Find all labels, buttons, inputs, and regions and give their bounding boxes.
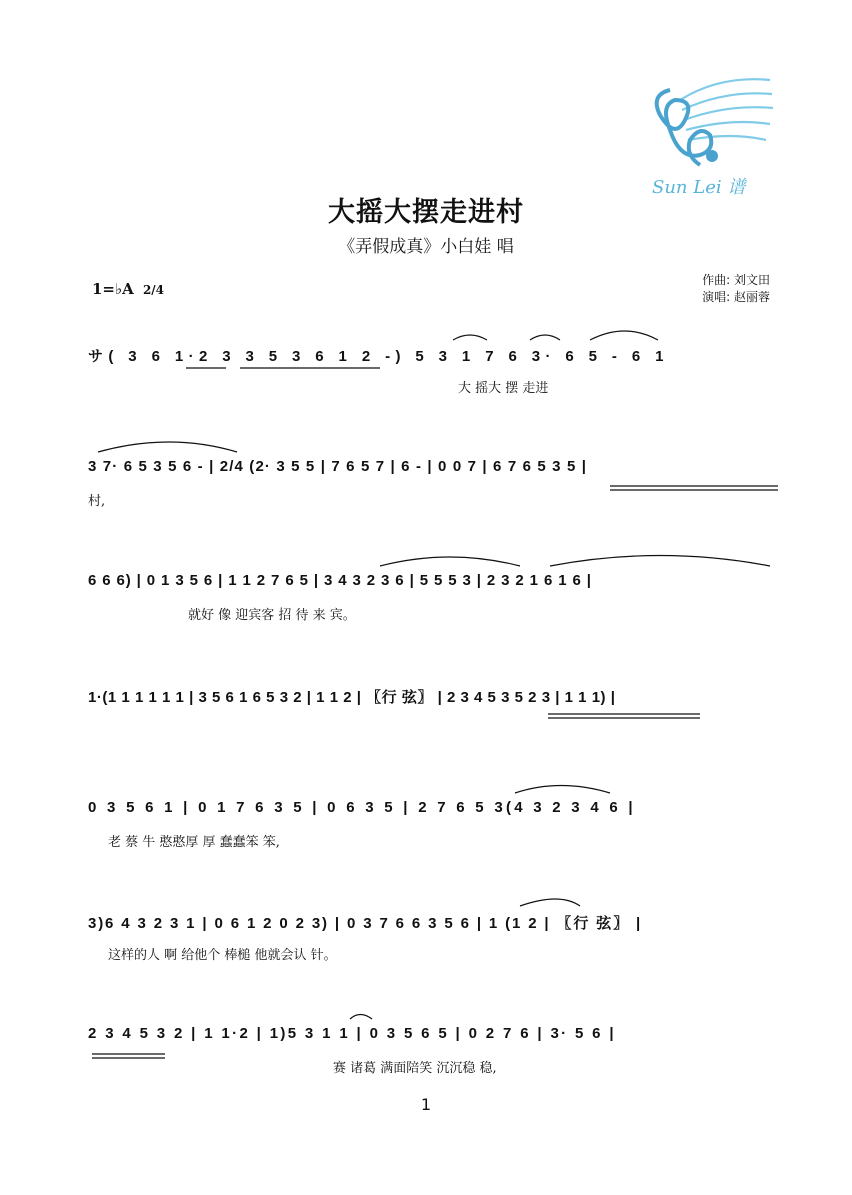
notation-line: 6 6 6) | 0 1 3 5 6 | 1 1 2 7 6 5 | 3 4 3 2 3 6 | 5 5 5 3 | 2 3 2 1 6 1 6 | <box>88 572 592 589</box>
key-label: 1=♭A <box>92 280 134 298</box>
singer-credit: 演唱: 赵丽蓉 <box>702 290 770 304</box>
notation-line: 1·(1 1 1 1 1 1 | 3 5 6 1 6 5 3 2 | 1 1 2 | 〖行 弦〗 | 2 3 4 5 3 5 2 3 | 1 1 1) | <box>88 689 616 706</box>
time-signature: 2/4 <box>142 283 165 297</box>
lyrics-line: 老 蔡 牛 憨憨厚 厚 蠢蠢笨 笨, <box>108 835 280 850</box>
song-title: 大摇大摆走进村 <box>328 197 524 228</box>
lyrics-line: 就好 像 迎宾客 招 待 来 宾。 <box>188 608 356 623</box>
song-subtitle: 《弄假成真》小白娃 唱 <box>338 237 514 257</box>
notation-line: 3 7· 6 5 3 5 6 - | 2/4 (2· 3 5 5 | 7 6 5 7 | 6 - | 0 0 7 | 6 7 6 5 3 5 | <box>88 458 588 475</box>
lyrics-line: 赛 诸葛 满面陪笑 沉沉稳 稳, <box>333 1061 497 1076</box>
lyrics-line: 大 摇大 摆 走进 <box>458 381 549 396</box>
lyrics-line: 村, <box>88 494 106 509</box>
notation-line: 0 3 5 6 1 | 0 1 7 6 3 5 | 0 6 3 5 | 2 7 6 5 3(4 3 2 3 4 6 | <box>88 799 636 816</box>
composer-credit: 作曲: 刘文田 <box>702 273 770 287</box>
lyrics-line: 这样的人 啊 给他个 棒槌 他就会认 针。 <box>108 948 337 963</box>
notation-line: サ( 3 6 1·2 3 3 5 3 6 1 2 -) 5 3 1 7 6 3· 6 5 - 6 1 <box>88 348 669 365</box>
page-number: 1 <box>420 1095 432 1114</box>
notation-line: 2 3 4 5 3 2 | 1 1·2 | 1)5 3 1 1 | 0 3 5 6 5 | 0 2 7 6 | 3· 5 6 | <box>88 1025 616 1042</box>
logo-text: Sun Lei 谱 <box>652 177 746 198</box>
notation-line: 3)6 4 3 2 3 1 | 0 6 1 2 0 2 3) | 0 3 7 6 6 3 5 6 | 1 (1 2 | 〖行 弦〗 | <box>88 915 643 932</box>
